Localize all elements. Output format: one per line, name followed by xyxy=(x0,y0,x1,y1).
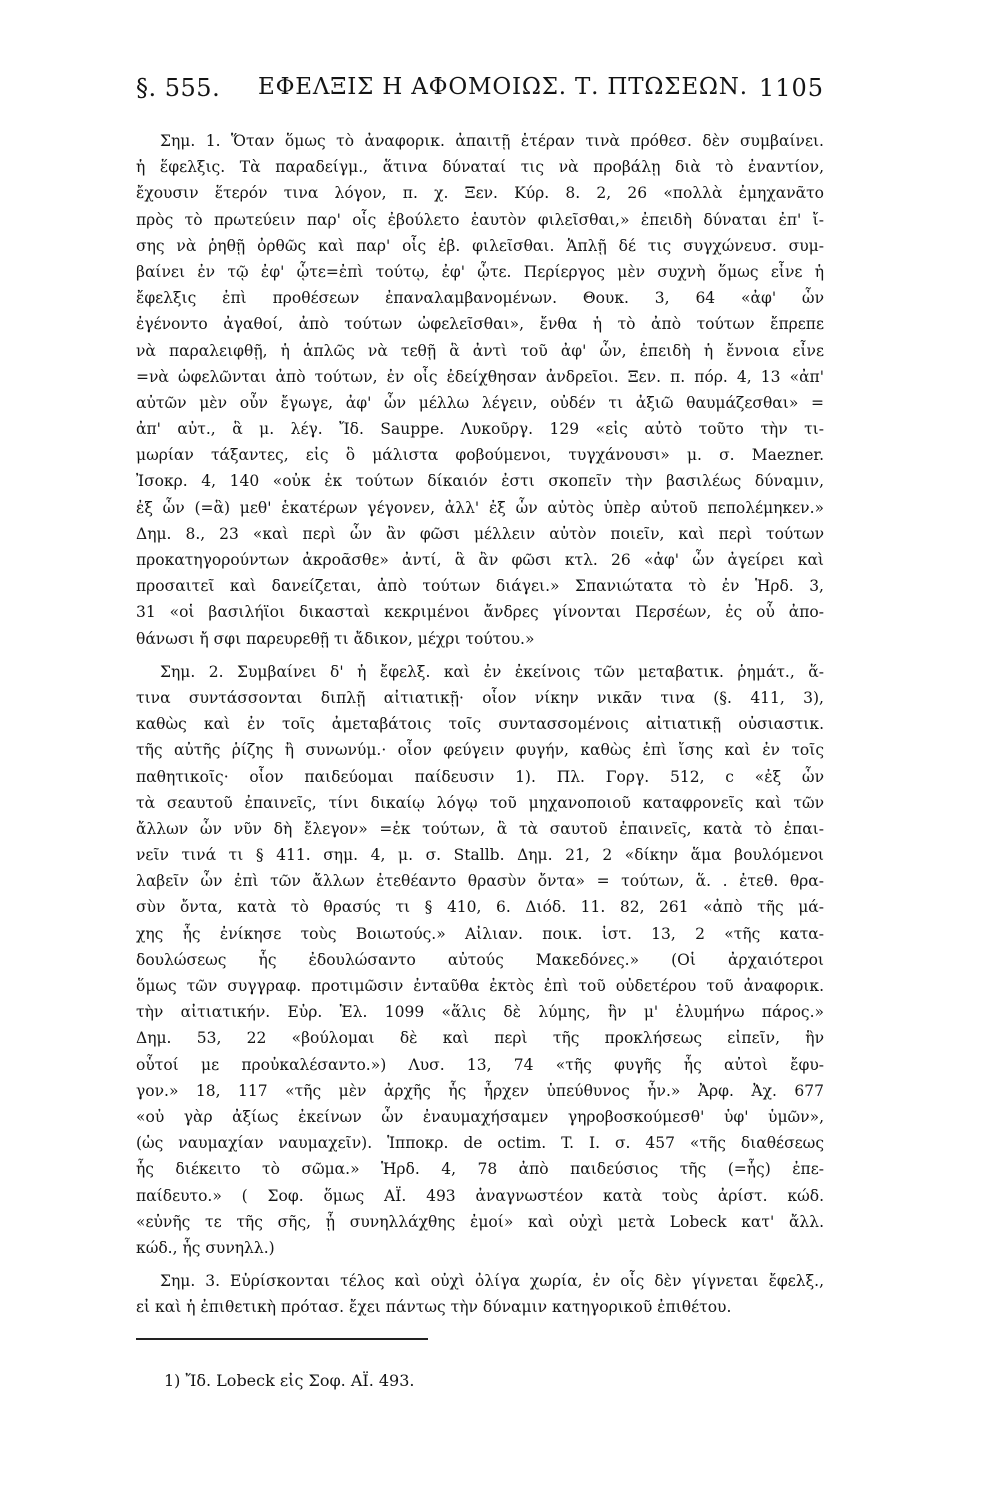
text-line: θάνωσι ἤ σφι παρευρεθῇ τι ἄδικον, μέχρι τούτου.» xyxy=(136,629,535,648)
note-paragraph-1 xyxy=(136,128,824,652)
text-line: πρὸς τὸ πρωτεύειν παρ' οἷς ἐβούλετο ἑαυτὸν φιλεῖσθαι,» ἐπειδὴ δύναται ἐπ' ἴ- xyxy=(136,210,824,229)
text-line: παθητικοῖς· οἷον παιδεύομαι παίδευσιν 1). Πλ. Γοργ. 512, c «ἐξ ὧν xyxy=(136,767,824,786)
paragraph-gap xyxy=(136,652,824,659)
text-line: νὰ παραλειφθῇ, ἡ ἁπλῶς νὰ τεθῇ ἃ ἀντὶ τοῦ ἀφ' ὧν, ἐπειδὴ ἡ ἔννοια εἶνε xyxy=(136,341,824,360)
text-line: ἡ ἕφελξις. Τὰ παραδείγμ., ἅτινα δύναταί τις νὰ προβάλῃ διὰ τὸ ἐναντίον, xyxy=(136,158,824,177)
text-line: αὐτῶν μὲν οὖν ἔγωγε, ἀφ' ὧν μέλλω λέγειν, οὐδέν τι ἀξιῶ θαυμάζεσθαι» = xyxy=(136,393,824,412)
text-line: δουλώσεως ἧς ἐδουλώσαντο αὐτούς Μακεδόνες.» (Οἱ ἀρχαιότεροι xyxy=(136,950,824,969)
text-line: γον.» 18, 117 «τῆς μὲν ἀρχῆς ἧς ἦρχεν ὑπεύθυνος ἦν.» Ἀρφ. Ἀχ. 677 xyxy=(136,1081,824,1100)
text-line: ἐγένοντο ἀγαθοί, ἀπὸ τούτων ὠφελεῖσθαι», ἔνθα ἡ τὸ ἀπὸ τούτων ἔπρεπε xyxy=(136,315,824,334)
text-line: ἔχουσιν ἕτερόν τινα λόγον, π. χ. Ξεν. Κύρ. 8. 2, 26 «πολλὰ ἐμηχανᾶτο xyxy=(136,184,824,203)
text-line: οὗτοί με προὐκαλέσαντο.») Λυσ. 13, 74 «τῆς φυγῆς ἧς αὐτοὶ ἔφυ- xyxy=(136,1055,824,1074)
text-line: ἧς διέκειτο τὸ σῶμα.» Ἡρδ. 4, 78 ἀπὸ παιδεύσιος τῆς (=ἧς) ἐπε- xyxy=(136,1160,824,1179)
text-line: σης νὰ ῥηθῇ ὀρθῶς καὶ παρ' οἷς ἐβ. φιλεῖσθαι. Ἁπλῇ δέ τις συγχώνευσ. συμ- xyxy=(136,236,824,255)
text-line: 31 «οἱ βασιλήϊοι δικασταὶ κεκριμένοι ἄνδρες γίνονται Περσέων, ἐς οὗ ἀπο- xyxy=(136,603,824,622)
text-line: ἔφελξις ἐπὶ προθέσεων ἐπαναλαμβανομένων. Θουκ. 3, 64 «ἀφ' ὧν xyxy=(136,289,824,308)
text-line: βαίνει ἐν τῷ ἐφ' ᾧτε=ἐπὶ τούτῳ, ἐφ' ᾧτε. Περίεργος μὲν συχνὴ ὅμως εἶνε ἡ xyxy=(136,262,824,281)
note-paragraph-2 xyxy=(136,659,824,1261)
text-line: =νὰ ὠφελῶνται ἀπὸ τούτων, ἐν οἷς ἐδείχθησαν ἀνδρεῖοι. Ξεν. π. πόρ. 4, 13 «ἀπ' xyxy=(136,367,824,386)
text-line: ἐξ ὧν (=ἃ) μεθ' ἑκατέρων γέγονεν, ἀλλ' ἐξ ὧν αὐτὸς ὑπὲρ αὐτοῦ πεπολέμηκεν.» xyxy=(136,498,824,517)
text-line: Σημ. 3. Εὑρίσκονται τέλος καὶ οὐχὶ ὀλίγα χωρία, ἐν οἷς δὲν γίγνεται ἔφελξ., xyxy=(160,1272,824,1291)
note-paragraph-3 xyxy=(136,1268,824,1320)
paragraph-gap xyxy=(136,1261,824,1268)
text-line: λαβεῖν ὧν ἐπὶ τῶν ἄλλων ἐτεθέαντο θρασὺν ὄντα» = τούτων, ἅ. . ἐτεθ. θρα- xyxy=(136,872,824,891)
text-line: τῆς αὐτῆς ῥίζης ἢ συνωνύμ.· οἷον φεύγειν φυγήν, καθὼς ἐπὶ ἴσης καὶ ἐν τοῖς xyxy=(136,741,824,760)
footnote: 1) Ἴδ. Lobeck εἰς Σοφ. ΑΪ. 493. xyxy=(164,1371,415,1390)
text-line: ἀπ' αὐτ., ἃ μ. λέγ. Ἴδ. Sauppe. Λυκοῦργ. 129 «εἰς αὐτὸ τοῦτο τὴν τι- xyxy=(136,420,824,439)
text-line: καθὼς καὶ ἐν τοῖς ἀμεταβάτοις τοῖς συντασσομένοις αἰτιατικῇ οὐσιαστικ. xyxy=(136,715,824,734)
text-line: ἄλλων ὧν νῦν δὴ ἔλεγον» =ἐκ τούτων, ἃ τὰ σαυτοῦ ἐπαινεῖς, κατὰ τὸ ἐπαι- xyxy=(136,819,824,838)
text-line: χης ἧς ἐνίκησε τοὺς Βοιωτούς.» Αἰλιαν. ποικ. ἱστ. 13, 2 «τῆς κατα- xyxy=(136,924,824,943)
text-line: παίδευτο.» ( Σοφ. ὅμως ΑΪ. 493 ἀναγνωστέον κατὰ τοὺς ἀρίστ. κώδ. xyxy=(136,1186,824,1205)
text-line: νεῖν τινά τι § 411. σημ. 4, μ. σ. Stallb. Δημ. 21, 2 «δίκην ἅμα βουλόμενοι xyxy=(136,846,824,865)
running-title: ΕΦΕΛΞΙΣ Η ΑΦΟΜΟΙΩΣ. Τ. ΠΤΩΣΕΩΝ. xyxy=(258,74,748,100)
text-line: μωρίαν τάξαντες, εἰς ὃ μάλιστα φοβούμενοι, τυγχάνουσι» μ. σ. Maezner. xyxy=(136,446,824,465)
text-line: τὰ σεαυτοῦ ἐπαινεῖς, τίνι δικαίῳ λόγῳ τοῦ μηχανοποιοῦ καταφρονεῖς καὶ τῶν xyxy=(136,793,824,812)
page-number: 1105 xyxy=(758,74,824,102)
text-line: «οὐ γὰρ ἀξίως ἐκείνων ὧν ἐναυμαχήσαμεν γηροβοσκούμεσθ' ὑφ' ὑμῶν», xyxy=(136,1107,824,1126)
text-line: προσαιτεῖ καὶ δανείζεται, ἀπὸ τούτων διάγει.» Σπανιώτατα τὸ ἐν Ἡρδ. 3, xyxy=(136,577,824,596)
text-line: σὺν ὄντα, κατὰ τὸ θρασύς τι § 410, 6. Διόδ. 11. 82, 261 «ἀπὸ τῆς μά- xyxy=(136,898,824,917)
text-line: «εὐνῆς τε τῆς σῆς, ᾗ συνηλλάχθης ἐμοί» καὶ οὐχὶ μετὰ Lobeck κατ' ἄλλ. xyxy=(136,1212,824,1231)
text-line: (ὡς ναυμαχίαν ναυμαχεῖν). Ἱπποκρ. de octim. T. I. σ. 457 «τῆς διαθέσεως xyxy=(136,1134,824,1153)
text-line: εἰ καὶ ἡ ἐπιθετικὴ πρότασ. ἔχει πάντως τὴν δύναμιν κατηγορικοῦ ἐπιθέτου. xyxy=(136,1298,732,1317)
page-body xyxy=(136,128,824,1320)
text-line: Δημ. 8., 23 «καὶ περὶ ὧν ἂν φῶσι μέλλειν αὐτὸν ποιεῖν, καὶ περὶ τούτων xyxy=(136,524,824,543)
text-line: Σημ. 2. Συμβαίνει δ' ἡ ἔφελξ. καὶ ἐν ἐκείνοις τῶν μεταβατικ. ῥημάτ., ἅ- xyxy=(160,662,824,681)
section-number: §. 555. xyxy=(136,74,221,102)
text-line: Δημ. 53, 22 «βούλομαι δὲ καὶ περὶ τῆς προκλήσεως εἰπεῖν, ἣν xyxy=(136,1029,824,1048)
text-line: τινα συντάσσονται διπλῇ αἰτιατικῇ· οἷον νίκην νικᾶν τινα (§. 411, 3), xyxy=(136,688,824,707)
text-line: προκατηγορούντων ἀκροᾶσθε» ἀντί, ἃ ἂν φῶσι κτλ. 26 «ἀφ' ὧν ἀγείρει καὶ xyxy=(136,551,824,569)
text-line: Ἰσοκρ. 4, 140 «οὐκ ἐκ τούτων δίκαιόν ἐστι σκοπεῖν τὴν βασιλέως δύναμιν, xyxy=(136,472,824,491)
footnote-rule xyxy=(136,1338,428,1340)
text-line: κώδ., ἧς συνηλλ.) xyxy=(136,1238,275,1257)
page-header xyxy=(136,74,824,114)
text-line: τὴν αἰτιατικήν. Εὐρ. Ἑλ. 1099 «ἅλις δὲ λύμης, ἣν μ' ἐλυμήνω πάρος.» xyxy=(136,1003,824,1022)
text-line: Σημ. 1. Ὅταν ὅμως τὸ ἀναφορικ. ἀπαιτῇ ἑτέραν τινὰ πρόθεσ. δὲν συμβαίνει. xyxy=(160,132,824,150)
text-line: ὅμως τῶν συγγραφ. προτιμῶσιν ἐνταῦθα ἐκτὸς ἐπὶ τοῦ οὐδετέρου τοῦ ἀναφορικ. xyxy=(136,977,824,995)
